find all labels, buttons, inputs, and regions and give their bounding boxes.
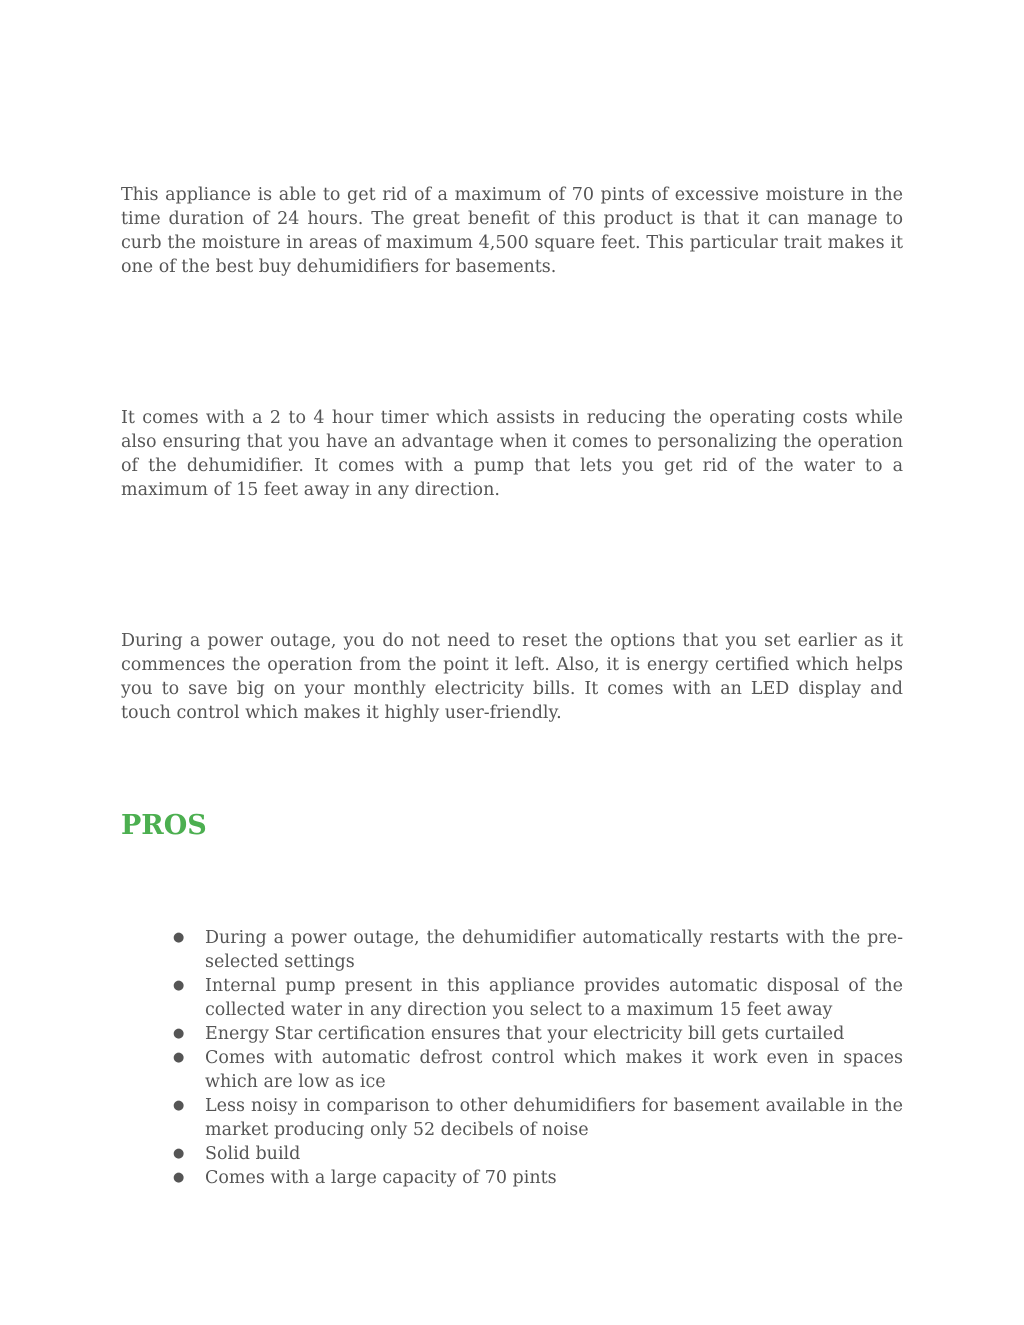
pros-item-text: Solid build <box>205 1144 301 1164</box>
pros-item-text: Energy Star certification ensures that your electricity bill gets curtailed <box>205 1024 845 1044</box>
pros-list-item <box>121 1166 903 1190</box>
bullet-icon: ● <box>173 1098 185 1113</box>
pros-list-item <box>121 974 903 1022</box>
pros-item-text: Internal pump present in this appliance provides automatic disposal of the collected water in any direction you select to a maximum 15 feet away <box>205 976 903 1020</box>
pros-list-item <box>121 1046 903 1094</box>
pros-list-item <box>121 1142 903 1166</box>
pros-list <box>121 926 903 1190</box>
pros-item-text: Comes with automatic defrost control which makes it work even in spaces which are low as ice <box>205 1048 903 1092</box>
bullet-icon: ● <box>173 1170 185 1185</box>
bullet-icon: ● <box>173 1050 185 1065</box>
bullet-icon: ● <box>173 1026 185 1041</box>
pros-heading: PROS <box>121 810 207 841</box>
pros-list-item <box>121 1022 903 1046</box>
bullet-icon: ● <box>173 1146 185 1161</box>
pros-item-text: During a power outage, the dehumidifier automatically restarts with the pre-selected settings <box>205 928 903 972</box>
pros-item-text: Comes with a large capacity of 70 pints <box>205 1168 557 1188</box>
pros-list-item <box>121 1094 903 1142</box>
paragraph-capacity: This appliance is able to get rid of a maximum of 70 pints of excessive moisture in the time duration of 24 hours. The great benefit of this product is that it can manage to curb the moisture in areas of maximum 4,500 square feet. This particular trait makes it one of the best buy dehumidifiers for basements. <box>121 185 903 277</box>
paragraph-timer: It comes with a 2 to 4 hour timer which assists in reducing the operating costs while also ensuring that you have an advantage when it comes to personalizing the operation of the dehumidifier. It comes with a pump that lets you get rid of the water to a maximum of 15 feet away in any direction. <box>121 408 903 500</box>
paragraph-power-outage: During a power outage, you do not need to reset the options that you set earlier as it commences the operation from the point it left. Also, it is energy certified which helps you to save big on your monthly electricity bills. It comes with an LED display and touch control which makes it highly user-friendly. <box>121 631 903 723</box>
pros-item-text: Less noisy in comparison to other dehumidifiers for basement available in the market producing only 52 decibels of noise <box>205 1096 903 1140</box>
bullet-icon: ● <box>173 930 185 945</box>
pros-list-item <box>121 926 903 974</box>
bullet-icon: ● <box>173 978 185 993</box>
